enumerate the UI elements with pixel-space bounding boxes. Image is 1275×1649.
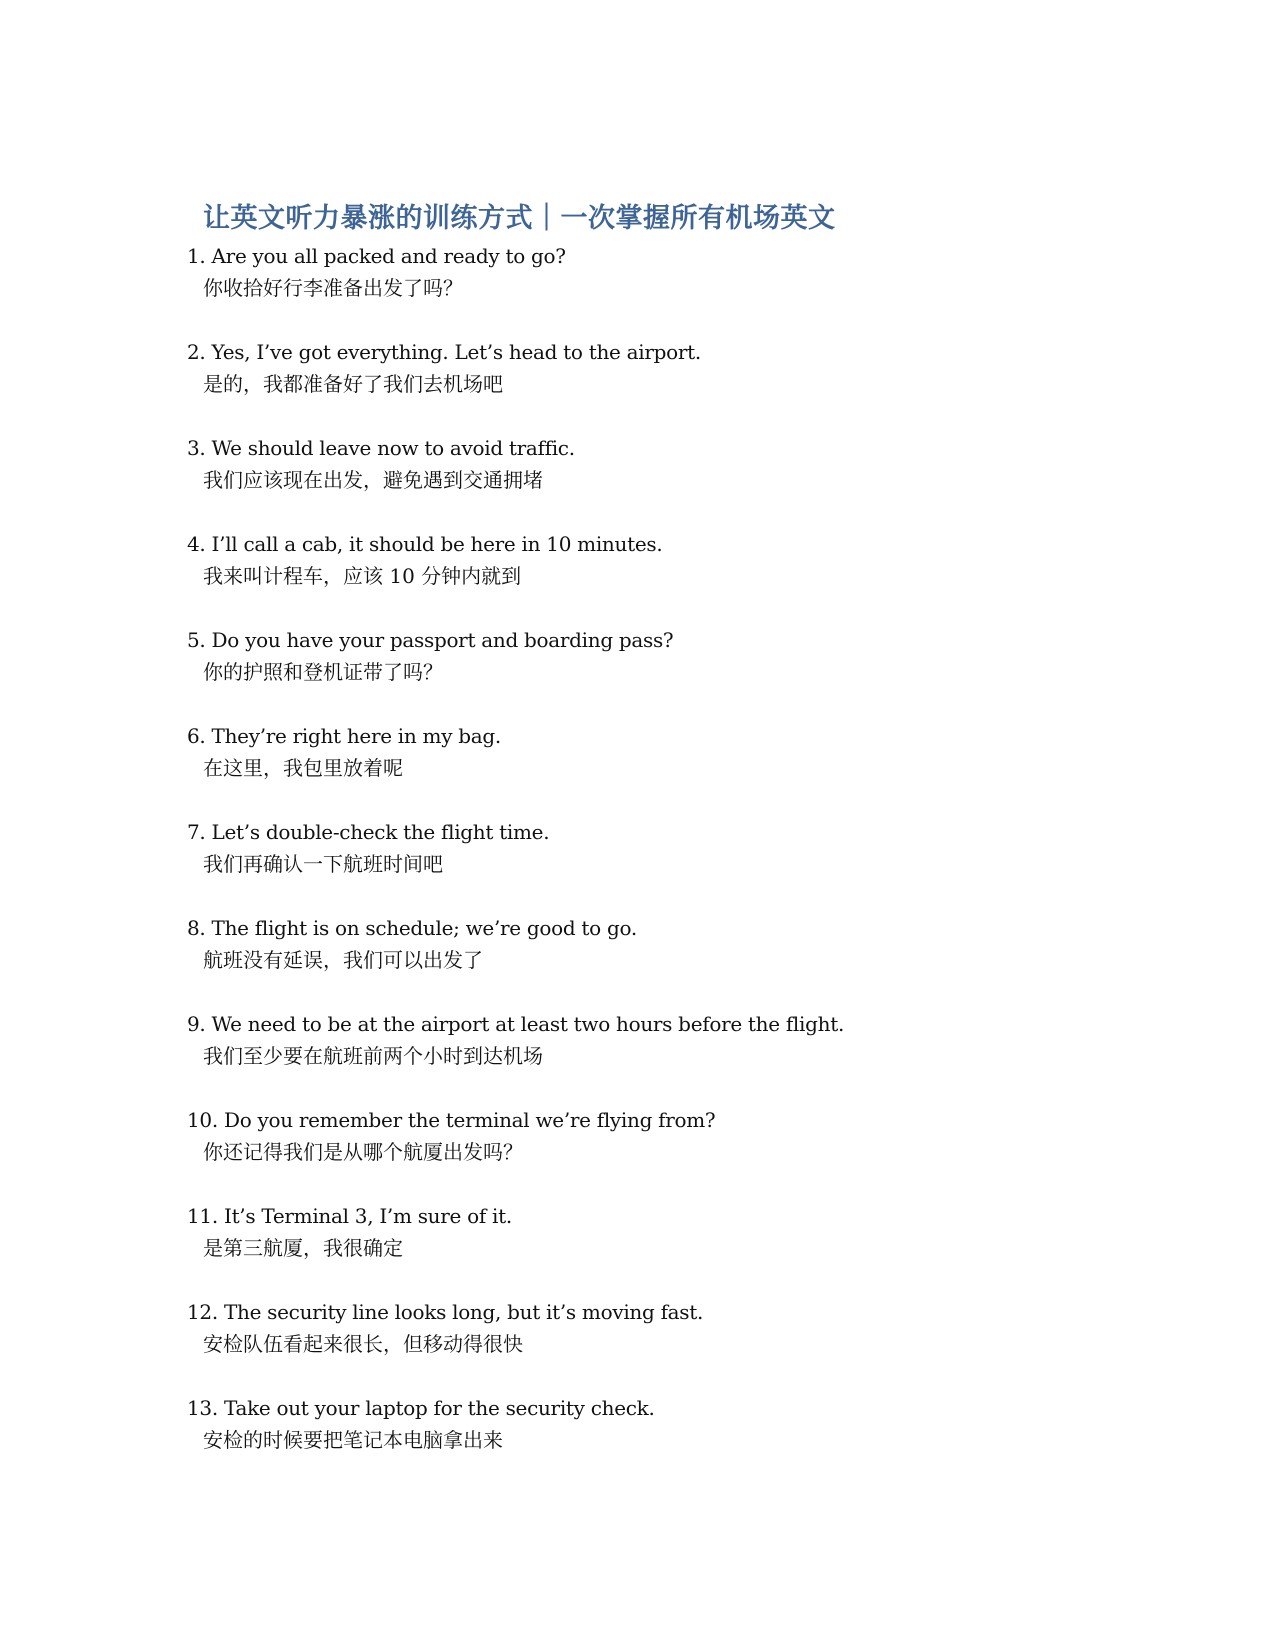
chinese-translation: 我们应该现在出发，避免遇到交通拥堵 xyxy=(203,468,543,492)
english-sentence: 1. Are you all packed and ready to go? xyxy=(187,244,566,268)
list-item xyxy=(187,432,1187,528)
chinese-translation: 在这里，我包里放着呢 xyxy=(203,756,403,780)
chinese-translation: 安检队伍看起来很长，但移动得很快 xyxy=(203,1332,523,1356)
list-item xyxy=(187,1392,1187,1488)
document-title: 让英文听力暴涨的训练方式｜一次掌握所有机场英文 xyxy=(203,203,836,234)
list-item xyxy=(187,1200,1187,1296)
english-sentence: 8. The flight is on schedule; we’re good to go. xyxy=(187,916,637,940)
list-item xyxy=(187,1008,1187,1104)
list-item xyxy=(187,336,1187,432)
chinese-translation: 你还记得我们是从哪个航厦出发吗？ xyxy=(203,1140,523,1164)
list-item xyxy=(187,912,1187,1008)
list-item xyxy=(187,720,1187,816)
chinese-translation: 航班没有延误，我们可以出发了 xyxy=(203,948,483,972)
english-sentence: 5. Do you have your passport and boarding pass? xyxy=(187,628,674,652)
list-item xyxy=(187,528,1187,624)
english-sentence: 12. The security line looks long, but it’s moving fast. xyxy=(187,1300,704,1324)
chinese-translation: 我们再确认一下航班时间吧 xyxy=(203,852,443,876)
chinese-translation: 我来叫计程车，应该 10 分钟内就到 xyxy=(203,564,522,588)
english-sentence: 3. We should leave now to avoid traffic. xyxy=(187,436,575,460)
list-item xyxy=(187,816,1187,912)
english-sentence: 10. Do you remember the terminal we’re flying from? xyxy=(187,1108,716,1132)
chinese-translation: 是的，我都准备好了我们去机场吧 xyxy=(203,372,503,396)
english-sentence: 4. I’ll call a cab, it should be here in 10 minutes. xyxy=(187,532,663,556)
english-sentence: 11. It’s Terminal 3, I’m sure of it. xyxy=(187,1204,512,1228)
list-item xyxy=(187,1104,1187,1200)
english-sentence: 6. They’re right here in my bag. xyxy=(187,724,501,748)
english-sentence: 13. Take out your laptop for the security check. xyxy=(187,1396,655,1420)
phrase-list xyxy=(187,240,1187,1488)
list-item xyxy=(187,240,1187,336)
chinese-translation: 我们至少要在航班前两个小时到达机场 xyxy=(203,1044,543,1068)
chinese-translation: 你的护照和登机证带了吗？ xyxy=(203,660,443,684)
chinese-translation: 是第三航厦，我很确定 xyxy=(203,1236,403,1260)
chinese-translation: 安检的时候要把笔记本电脑拿出来 xyxy=(203,1428,503,1452)
english-sentence: 7. Let’s double-check the flight time. xyxy=(187,820,550,844)
list-item xyxy=(187,624,1187,720)
english-sentence: 2. Yes, I’ve got everything. Let’s head to the airport. xyxy=(187,340,701,364)
list-item xyxy=(187,1296,1187,1392)
english-sentence: 9. We need to be at the airport at least two hours before the flight. xyxy=(187,1012,845,1036)
chinese-translation: 你收拾好行李准备出发了吗？ xyxy=(203,276,463,300)
